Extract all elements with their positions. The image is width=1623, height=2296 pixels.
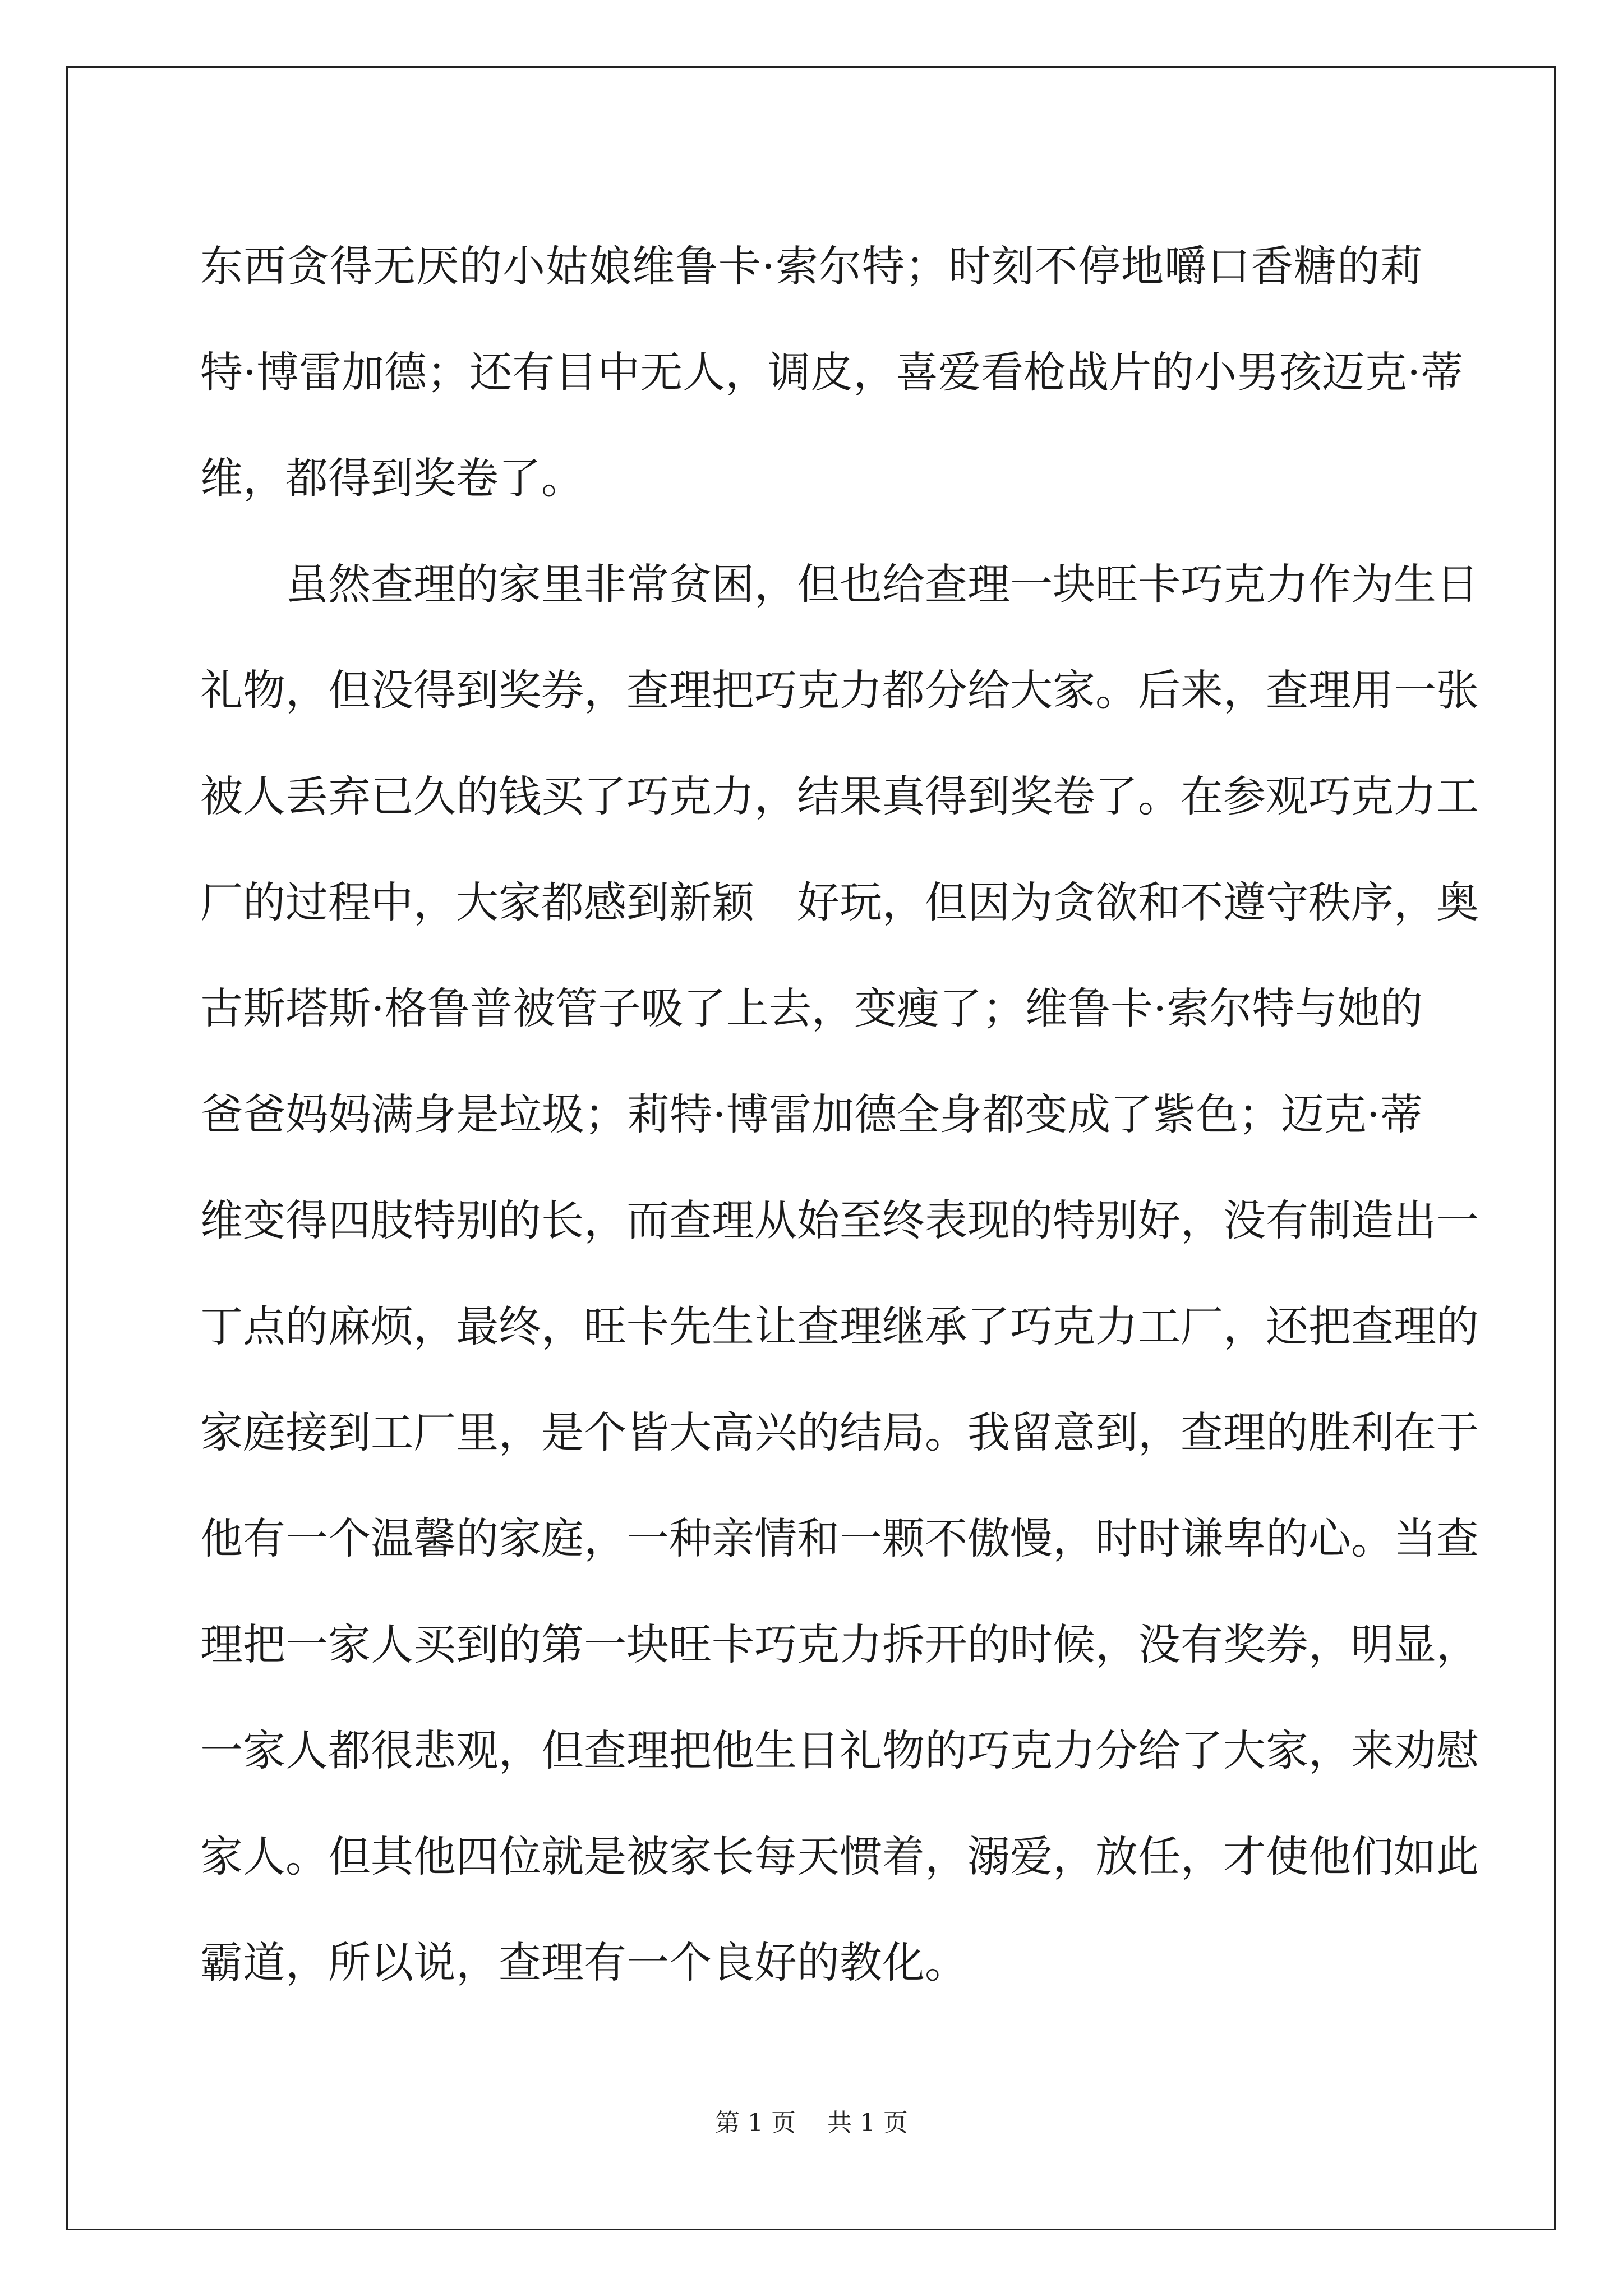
text-line: 爸爸妈妈满身是垃圾；莉特·博雷加德全身都变成了紫色；迈克·蒂 bbox=[200, 1089, 1423, 1139]
text-line: 家人。但其他四位就是被家长每天惯着，溺爱，放任，才使他们如此 bbox=[200, 1832, 1479, 1881]
total-pages: 共 1 页 bbox=[827, 2109, 908, 2137]
page-footer bbox=[0, 2102, 1623, 2138]
body-text bbox=[200, 213, 1479, 2016]
text-line: 特·博雷加德；还有目中无人，调皮，喜爱看枪战片的小男孩迈克·蒂 bbox=[200, 347, 1464, 397]
page-number: 第 1 页 bbox=[715, 2109, 796, 2137]
text-line: 丁点的麻烦，最终，旺卡先生让查理继承了巧克力工厂，还把查理的 bbox=[200, 1301, 1479, 1351]
text-line: 被人丢弃已久的钱买了巧克力，结果真得到奖卷了。在参观巧克力工 bbox=[200, 771, 1479, 821]
text-line: 虽然查理的家里非常贫困，但也给查理一块旺卡巧克力作为生日 bbox=[200, 559, 1479, 609]
text-line: 古斯塔斯·格鲁普被管子吸了上去，变瘦了；维鲁卡·索尔特与她的 bbox=[200, 983, 1423, 1033]
text-line: 他有一个温馨的家庭，一种亲情和一颗不傲慢，时时谦卑的心。当查 bbox=[200, 1513, 1479, 1563]
text-line: 一家人都很悲观，但查理把他生日礼物的巧克力分给了大家，来劝慰 bbox=[200, 1726, 1479, 1775]
text-line: 维，都得到奖卷了。 bbox=[200, 453, 584, 503]
text-line: 维变得四肢特别的长，而查理从始至终表现的特别好，没有制造出一 bbox=[200, 1195, 1479, 1245]
text-line: 礼物，但没得到奖券，查理把巧克力都分给大家。后来，查理用一张 bbox=[200, 665, 1479, 715]
text-line: 厂的过程中，大家都感到新颖 好玩，但因为贪欲和不遵守秩序，奥 bbox=[200, 877, 1479, 927]
footer-spacer bbox=[796, 2109, 827, 2137]
text-line: 理把一家人买到的第一块旺卡巧克力拆开的时候，没有奖券，明显， bbox=[200, 1619, 1479, 1669]
text-line: 东西贪得无厌的小姑娘维鲁卡·索尔特；时刻不停地嚼口香糖的莉 bbox=[200, 241, 1423, 291]
text-line: 霸道，所以说，查理有一个良好的教化。 bbox=[200, 1938, 967, 1987]
text-line: 家庭接到工厂里，是个皆大高兴的结局。我留意到，查理的胜利在于 bbox=[200, 1407, 1479, 1457]
